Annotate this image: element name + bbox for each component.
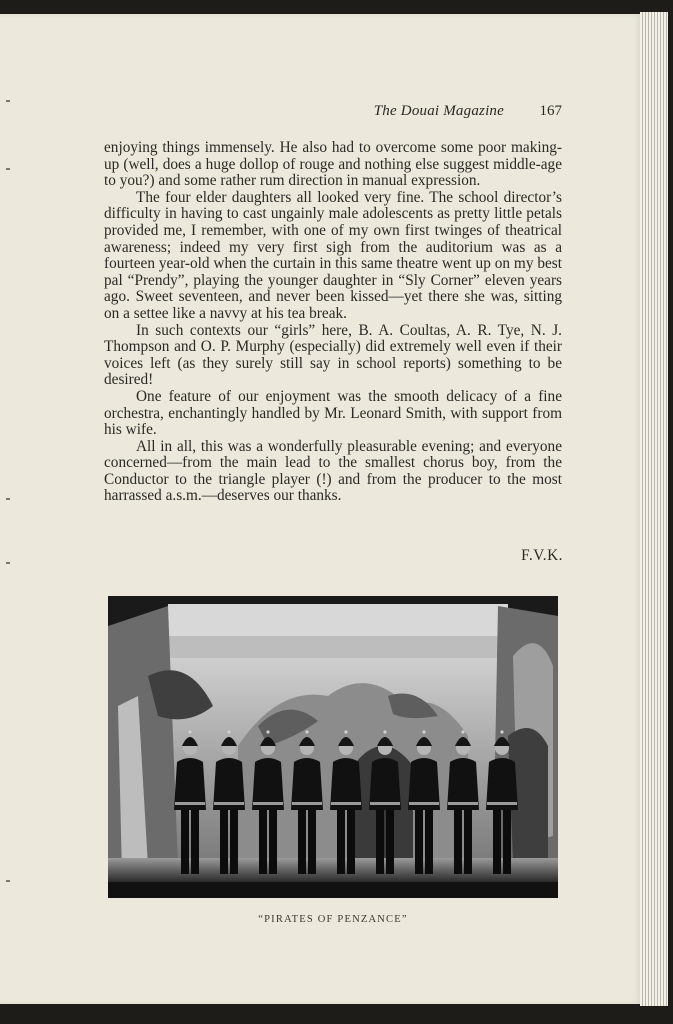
page-edges <box>640 12 668 1006</box>
page-number: 167 <box>539 103 562 119</box>
author-signature: F.V.K. <box>521 547 563 564</box>
running-header <box>104 103 562 123</box>
stage-scene <box>108 596 558 898</box>
photo-caption: “PIRATES OF PENZANCE” <box>258 914 408 925</box>
paragraph: The four elder daughters all looked very fine. The school director’s difficulty in having to cast ungainly male adolescents as pretty little petals provided me, I remember, with one of my own first twinges of theatrical awareness; indeed my very first sigh from the auditorium was as a fourteen year-old when the curtain in this same theatre went up on my best pal “Prendy”, playing the younger daughter in “Sly Corner” eleven years ago. Sweet seventeen, and never been kissed—yet there she was, sitting on a settee like a navvy at his tea break. <box>104 188 562 322</box>
paragraph: enjoying things immensely. He also had to overcome some poor making-up (well, does a huge dollop of rouge and nothing else suggest middle-age to you?) and some rather rum direction in manual expression. <box>104 139 562 190</box>
article-body <box>104 140 562 505</box>
paragraph: One feature of our enjoyment was the smooth delicacy of a fine orchestra, enchantingly handled by Mr. Leonard Smith, with support from his wife. <box>104 387 562 439</box>
paragraph: All in all, this was a wonderfully pleasurable evening; and everyone concerned—from the main lead to the smallest chorus boy, from the Conductor to the triangle player (!) and from the producer to the most harrassed a.s.m.—deserves our thanks. <box>104 437 562 505</box>
paragraph: In such contexts our “girls” here, B. A. Coultas, A. R. Tye, N. J. Thompson and O. P. Murphy (especially) did extremely well even if their voices left (as they surely still say in school reports) something to be desired! <box>104 321 562 389</box>
running-title: The Douai Magazine <box>373 103 504 119</box>
stage-photograph <box>108 596 558 898</box>
